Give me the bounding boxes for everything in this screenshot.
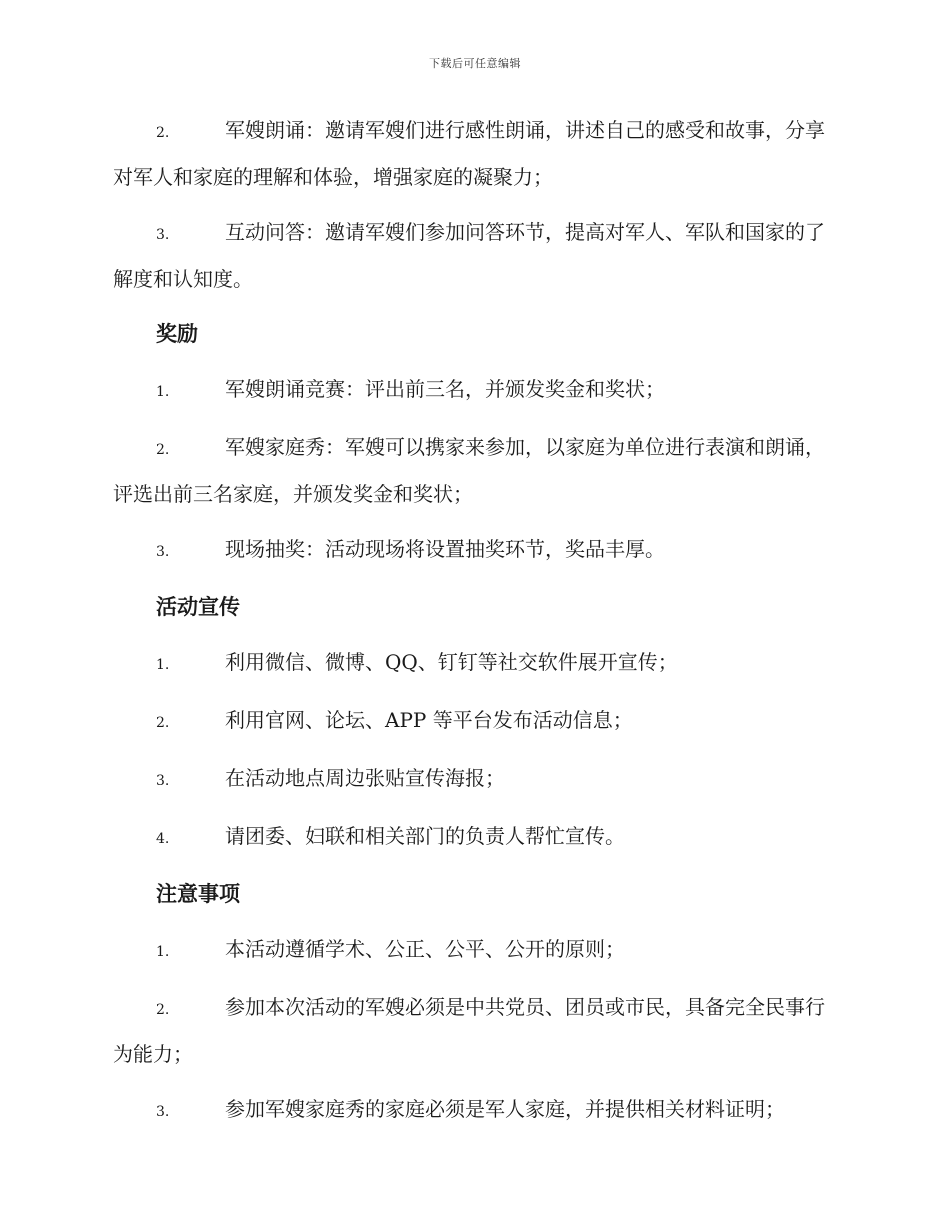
list-item	[113, 985, 835, 1076]
document-body	[113, 108, 835, 1145]
item-text: 军嫂朗诵竞赛：评出前三名，并颁发奖金和奖状；	[225, 377, 665, 401]
item-text: 军嫂家庭秀：军嫂可以携家来参加，以家庭为单位进行表演和朗诵，评选出前三名家庭，并颁发奖金和奖状；	[113, 435, 825, 506]
list-item	[113, 108, 835, 199]
item-number: 1.	[156, 657, 170, 673]
item-number: 4.	[156, 831, 170, 847]
item-number: 2.	[156, 442, 170, 458]
item-number: 2.	[156, 1002, 170, 1018]
section-heading-notes: 注意事项	[156, 881, 240, 906]
item-text: 现场抽奖：活动现场将设置抽奖环节，奖品丰厚。	[225, 537, 665, 561]
item-text: 利用官网、论坛、APP 等平台发布活动信息；	[225, 708, 633, 732]
section-heading-promotion: 活动宣传	[156, 594, 240, 619]
list-item	[113, 814, 835, 861]
list-item	[113, 1087, 835, 1134]
item-number: 3.	[156, 1104, 170, 1120]
list-item	[113, 698, 835, 745]
list-item	[113, 756, 835, 803]
list-item	[113, 210, 835, 301]
item-text: 军嫂朗诵：邀请军嫂们进行感性朗诵，讲述自己的感受和故事，分享对军人和家庭的理解和体验，增强家庭的凝聚力；	[113, 118, 825, 189]
list-item	[113, 927, 835, 974]
item-number: 1.	[156, 944, 170, 960]
page-header: 下载后可任意编辑	[429, 57, 521, 70]
list-item	[113, 425, 835, 516]
item-text: 在活动地点周边张贴宣传海报；	[225, 766, 505, 790]
item-number: 2.	[156, 715, 170, 731]
item-text: 参加军嫂家庭秀的家庭必须是军人家庭，并提供相关材料证明；	[225, 1097, 785, 1121]
item-number: 3.	[156, 773, 170, 789]
item-text: 互动问答：邀请军嫂们参加问答环节，提高对军人、军队和国家的了解度和认知度。	[113, 220, 825, 291]
list-item	[113, 367, 835, 414]
item-number: 3.	[156, 544, 170, 560]
item-number: 1.	[156, 384, 170, 400]
list-item	[113, 527, 835, 574]
section-heading-rewards: 奖励	[156, 321, 198, 346]
item-number: 2.	[156, 125, 170, 141]
item-text: 利用微信、微博、QQ、钉钉等社交软件展开宣传；	[225, 650, 678, 674]
item-text: 本活动遵循学术、公正、公平、公开的原则；	[225, 937, 625, 961]
list-item	[113, 640, 835, 687]
item-number: 3.	[156, 227, 170, 243]
item-text: 请团委、妇联和相关部门的负责人帮忙宣传。	[225, 824, 625, 848]
item-text: 参加本次活动的军嫂必须是中共党员、团员或市民，具备完全民事行为能力；	[113, 995, 825, 1066]
